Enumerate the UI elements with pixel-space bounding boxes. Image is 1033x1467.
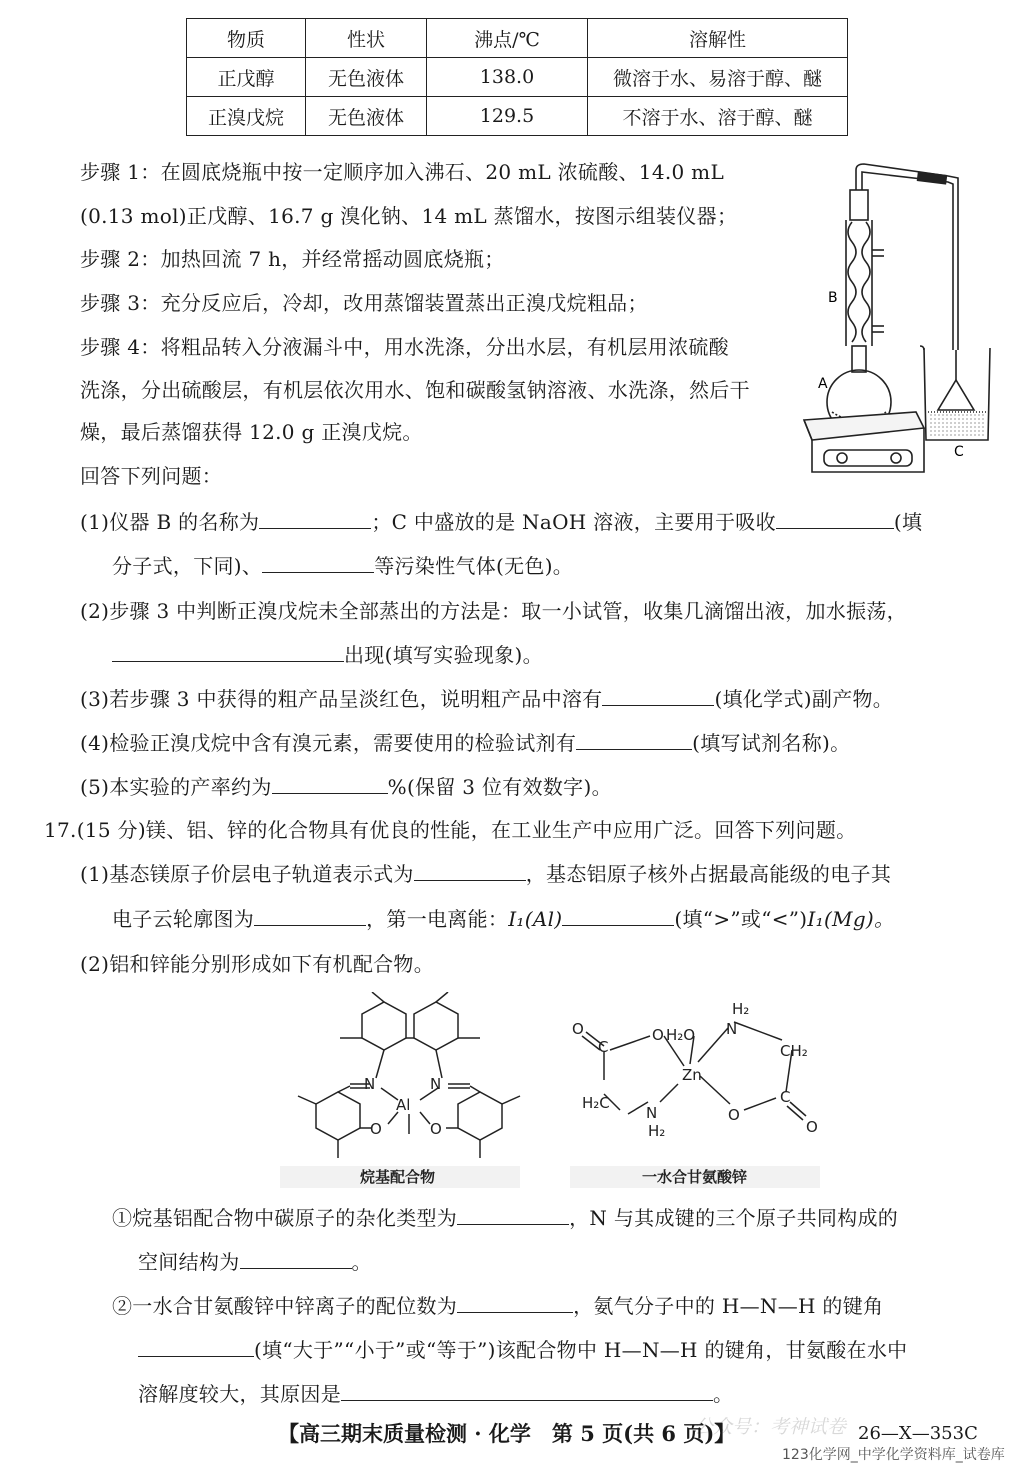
table-header-row — [187, 19, 848, 58]
q17-2-1-text: ，N 与其成键的三个原子共同构成的 — [569, 1206, 899, 1230]
answer-blank[interactable] — [562, 905, 674, 926]
zn-atom: Zn — [682, 1066, 702, 1084]
c-atom: C — [598, 1038, 609, 1056]
q17-2-2-text: 。 — [713, 1382, 734, 1406]
ch2-group: CH₂ — [780, 1042, 808, 1060]
q17-2-2-text: ，氨气分子中的 H—N—H 的键角 — [573, 1294, 884, 1318]
q16-3-text: (填化学式)副产物。 — [714, 687, 894, 711]
q17-1-text: ，第一电离能： — [366, 907, 509, 931]
step-4-line-3: 燥，最后蒸馏获得 12.0 g 正溴戊烷。 — [80, 420, 423, 444]
q16-4-text: (4)检验正溴戊烷中含有溴元素，需要使用的检验试剂有 — [80, 731, 577, 755]
answer-blank[interactable] — [341, 1380, 713, 1401]
q16-5-text: (5)本实验的产率约为 — [80, 775, 272, 799]
answer-blank[interactable] — [138, 1336, 254, 1357]
o-atom: O — [806, 1118, 818, 1136]
answer-blank[interactable] — [259, 508, 371, 529]
q16-5 — [80, 773, 612, 801]
label-b: B — [828, 290, 838, 306]
answer-blank[interactable] — [112, 641, 344, 662]
answer-blank[interactable] — [776, 508, 894, 529]
nh2-h2: H₂ — [732, 1000, 750, 1018]
q17-heading: 17.(15 分)镁、铝、锌的化合物具有优良的性能，在工业生产中应用广泛。回答下列问题。 — [44, 818, 857, 842]
q17-2-1-text: ①烷基铝配合物中碳原子的杂化类型为 — [112, 1206, 458, 1230]
answer-blank[interactable] — [576, 729, 692, 750]
answer-blank[interactable] — [254, 905, 366, 926]
label-a: A — [818, 376, 828, 392]
o-atom: O — [370, 1120, 382, 1138]
table-row — [187, 58, 848, 97]
table-header-cell: 溶解性 — [588, 19, 848, 58]
answer-blank[interactable] — [457, 1292, 573, 1313]
q17-1-text: (填“>”或“<”) — [674, 907, 808, 931]
watermark-bottom: 123化学网_中学化学资料库_试卷库 — [782, 1447, 1005, 1463]
q17-2-2-line-1 — [112, 1292, 883, 1320]
q16-3 — [80, 685, 893, 713]
q16-1-line-1 — [80, 508, 922, 536]
water-ligand: H₂O — [666, 1026, 696, 1044]
q16-1-text: (填 — [893, 510, 923, 534]
answer-blank[interactable] — [262, 552, 374, 573]
q16-2-text: 出现(填写实验现象)。 — [344, 643, 543, 667]
q16-1-text: (1)仪器 B 的名称为 — [80, 510, 260, 534]
caption-left: 烷基配合物 — [360, 1168, 436, 1186]
q17-2: (2)铝和锌能分别形成如下有机配合物。 — [80, 952, 435, 976]
watermark-top: 公众号：考神试卷 — [694, 1416, 847, 1438]
q16-1-line-2 — [112, 552, 573, 580]
step-4-line-1: 步骤 4：将粗品转入分液漏斗中，用水洗涤，分出水层，有机层用浓硫酸 — [80, 335, 729, 359]
al-atom: Al — [396, 1096, 411, 1114]
ionization-mg: I₁(Mg)。 — [807, 907, 895, 931]
table-cell: 无色液体 — [306, 58, 427, 97]
answer-blank[interactable] — [457, 1204, 569, 1225]
q16-2-line-1: (2)步骤 3 中判断正溴戊烷未全部蒸出的方法是：取一小试管，收集几滴馏出液，加水振荡， — [80, 599, 907, 623]
label-c: C — [954, 444, 964, 460]
o-atom: O — [728, 1106, 740, 1124]
q17-1-text: ，基态铝原子核外占据最高能级的电子其 — [525, 862, 892, 886]
page-footer: 【高三期末质量检测 · 化学 第 5 页(共 6 页)】 — [278, 1421, 736, 1446]
q16-1-text: 分子式，下同)、 — [112, 554, 263, 578]
q16-4 — [80, 729, 850, 757]
table-cell: 不溶于水、溶于醇、醚 — [588, 97, 848, 136]
properties-table — [186, 18, 848, 136]
answer-blank[interactable] — [272, 773, 388, 794]
q16-5-text: %(保留 3 位有效数字)。 — [387, 775, 612, 799]
q17-1-line-1 — [80, 860, 891, 888]
n-atom: N — [646, 1104, 658, 1122]
table-cell: 138.0 — [427, 58, 588, 97]
q17-2-2-line-3 — [138, 1380, 733, 1408]
caption-right: 一水合甘氨酸锌 — [642, 1168, 748, 1186]
table-cell: 正溴戊烷 — [187, 97, 306, 136]
table-cell: 129.5 — [427, 97, 588, 136]
table-cell: 微溶于水、易溶于醇、醚 — [588, 58, 848, 97]
ionization-al: I₁(Al) — [508, 907, 563, 931]
reflux-apparatus-diagram — [798, 150, 998, 480]
n-atom: N — [726, 1020, 738, 1038]
table-row — [187, 97, 848, 136]
q17-1-text: (1)基态镁原子价层电子轨道表示式为 — [80, 862, 414, 886]
q16-4-text: (填写试剂名称)。 — [692, 731, 851, 755]
o-atom: O — [430, 1120, 442, 1138]
step-4-line-2: 洗涤，分出硫酸层，有机层依次用水、饱和碳酸氢钠溶液、水洗涤，然后干 — [80, 378, 750, 402]
answer-blank[interactable] — [602, 685, 714, 706]
table-header-cell: 性状 — [306, 19, 427, 58]
n-atom: N — [430, 1075, 442, 1093]
table-cell: 正戊醇 — [187, 58, 306, 97]
q17-2-1-text: 。 — [351, 1250, 372, 1274]
table-cell: 无色液体 — [306, 97, 427, 136]
q17-2-2-text: (填“大于”“小于”或“等于”)该配合物中 H—N—H 的键角，甘氨酸在水中 — [254, 1338, 908, 1362]
exam-code: 26—X—353C — [858, 1423, 978, 1444]
c-atom: C — [780, 1088, 791, 1106]
o-atom: O — [572, 1020, 584, 1038]
step-2: 步骤 2：加热回流 7 h，并经常摇动圆底烧瓶； — [80, 247, 505, 271]
table-header-cell: 沸点/℃ — [427, 19, 588, 58]
questions-intro: 回答下列问题： — [80, 464, 223, 488]
q16-1-text: ；C 中盛放的是 NaOH 溶液，主要用于吸收 — [371, 510, 776, 534]
q17-2-1-line-1 — [112, 1204, 898, 1232]
q17-2-1-text: 空间结构为 — [138, 1250, 240, 1274]
n-atom: N — [364, 1075, 376, 1093]
coordination-compounds-figure — [280, 992, 820, 1188]
step-1-line-2: (0.13 mol)正戊醇、16.7 g 溴化钠、14 mL 蒸馏水，按图示组装仪器； — [80, 204, 738, 228]
q17-1-line-2 — [112, 905, 894, 933]
q17-2-2-text: ②一水合甘氨酸锌中锌离子的配位数为 — [112, 1294, 458, 1318]
q17-2-1-line-2 — [138, 1248, 372, 1276]
o-atom: O — [652, 1026, 664, 1044]
h2c-group: H₂C — [582, 1094, 610, 1112]
q16-2-line-2 — [112, 641, 543, 669]
table-header-cell: 物质 — [187, 19, 306, 58]
nh2-h2: H₂ — [648, 1122, 666, 1140]
q17-1-text: 电子云轮廓图为 — [112, 907, 255, 931]
step-1-line-1: 步骤 1：在圆底烧瓶中按一定顺序加入沸石、20 mL 浓硫酸、14.0 mL — [80, 160, 725, 184]
q16-3-text: (3)若步骤 3 中获得的粗产品呈淡红色，说明粗产品中溶有 — [80, 687, 603, 711]
q17-2-2-line-2 — [138, 1336, 907, 1364]
q17-2-2-text: 溶解度较大，其原因是 — [138, 1382, 341, 1406]
answer-blank[interactable] — [240, 1248, 352, 1269]
q16-1-text: 等污染性气体(无色)。 — [374, 554, 574, 578]
answer-blank[interactable] — [414, 860, 526, 881]
step-3: 步骤 3：充分反应后，冷却，改用蒸馏装置蒸出正溴戊烷粗品； — [80, 291, 648, 315]
